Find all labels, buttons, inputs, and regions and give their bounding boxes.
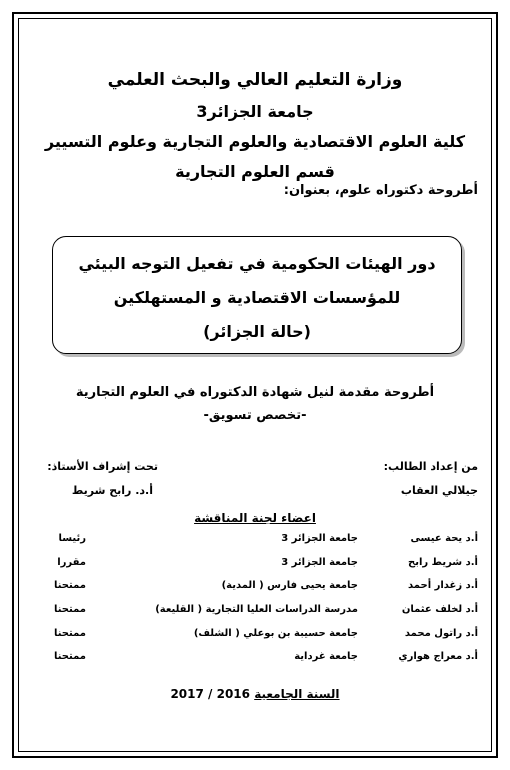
specialty: -تخصص تسويق- [203, 408, 307, 423]
committee-member-row [0, 651, 510, 669]
thesis-title-line-1: دور الهيئات الحكومية في تفعيل التوجه البيئي [78, 254, 436, 273]
university-name: جامعة الجزائر3 [196, 102, 314, 121]
faculty-name: كلية العلوم الاقتصادية والعلوم التجارية وعلوم التسيير [44, 132, 466, 151]
member-name: أ.د زغدار أحمد [408, 580, 478, 591]
member-name: أ.د شريط رابح [408, 557, 478, 568]
committee-heading: اعضاء لجنة المناقشة [194, 511, 316, 525]
prepared-by-label: من إعداد الطالب: [383, 460, 478, 473]
member-role: رئيسا [58, 533, 86, 544]
academic-year-value: 2016 / 2017 [170, 687, 251, 701]
member-role: مقررا [57, 557, 86, 568]
member-role: ممتحنا [53, 651, 86, 662]
committee-member-row [0, 533, 510, 551]
committee-member-row [0, 557, 510, 575]
student-name: جيلالي العقاب [400, 484, 478, 497]
member-university: مدرسة الدراسات العليا التجارية ( القليعة) [155, 604, 358, 615]
supervised-by-label: تحت إشراف الأستاذ: [47, 460, 158, 473]
member-university: جامعة حسيبة بن بوعلي ( الشلف) [193, 628, 358, 639]
member-role: ممتحنا [53, 628, 86, 639]
member-role: ممتحنا [53, 580, 86, 591]
thesis-intro: أطروحة دكتوراه علوم، بعنوان: [283, 183, 478, 198]
department-name: قسم العلوم التجارية [175, 162, 335, 181]
degree-note: أطروحة مقدمة لنيل شهادة الدكتوراه في العلوم التجارية [75, 385, 435, 400]
member-university: جامعة الجزائر 3 [281, 533, 358, 544]
committee-member-row [0, 604, 510, 622]
ministry-name: وزارة التعليم العالي والبحث العلمي [107, 70, 403, 90]
member-name: أ.د يحة عيسى [410, 533, 478, 544]
thesis-title-line-3: (حالة الجزائر) [203, 322, 311, 341]
academic-year-label: السنة الجامعية [254, 687, 340, 701]
academic-year [0, 687, 510, 701]
committee-member-row [0, 628, 510, 646]
member-role: ممتحنا [53, 604, 86, 615]
member-name: أ.د معراج هواري [398, 651, 478, 662]
member-university: جامعة الجزائر 3 [281, 557, 358, 568]
member-name: أ.د لخلف عثمان [401, 604, 478, 615]
member-university: جامعة غرداية [294, 651, 358, 662]
thesis-title-line-2: للمؤسسات الاقتصادية و المستهلكين [113, 288, 401, 307]
member-name: أ.د راتول محمد [404, 628, 478, 639]
member-university: جامعة يحيى فارس ( المدية) [221, 580, 358, 591]
committee-member-row [0, 580, 510, 598]
supervisor-name: أ.د. رابح شريط [71, 484, 153, 497]
